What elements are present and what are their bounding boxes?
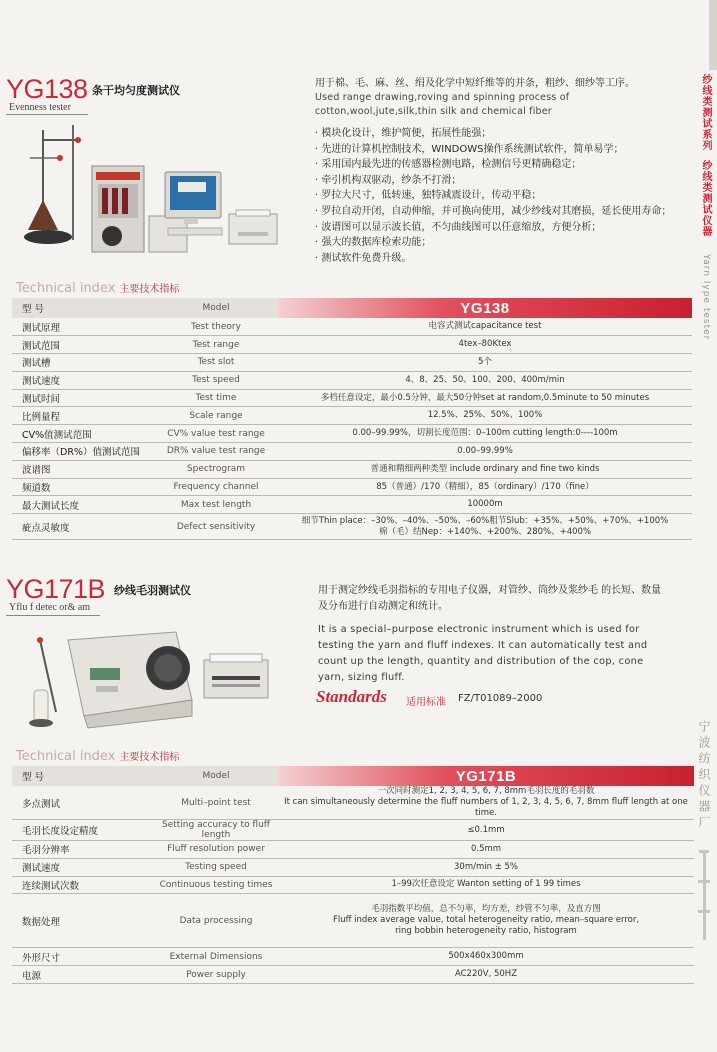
row-label-en: Fluff resolution power (154, 841, 278, 859)
yg138-intro-en-1: Used range drawing,roving and spinning process of (315, 92, 570, 103)
table-row (12, 407, 692, 425)
table-row (12, 820, 694, 841)
row-label-en: Test slot (154, 354, 278, 372)
row-value: 12.5%、25%、50%、100% (278, 407, 692, 425)
row-value: 5个 (278, 354, 692, 372)
row-label-cn: CV%值测试范围 (12, 425, 154, 443)
row-value: 毛羽指数平均值，总不匀率，均方差，纱管不匀率，及直方图 Fluff index average value, total heterogeneity ratio, mean–square error, ring bobbin heterogeneity ratio, histogram (278, 894, 694, 948)
header-model-value: YG171B (278, 766, 694, 786)
standards-label-cn: 适用标准 (406, 697, 446, 708)
header-model: Model (154, 766, 278, 786)
row-value: 85（普通）/170（精细），85（ordinary）/170（fine） (278, 478, 692, 496)
feature-item: · 罗拉自动开闭，自动伸缩，并可换向使用，减少纱线对其磨损，延长使用寿命； (315, 205, 672, 217)
row-label-en: Power supply (154, 966, 278, 984)
yg138-tech-title (16, 280, 179, 296)
feature-item: · 罗拉大尺寸，低转速，独特减震设计，传动平稳； (315, 190, 542, 202)
row-label-cn: 电源 (12, 966, 154, 984)
table-row (12, 318, 692, 336)
row-value: ≤0.1mm (278, 820, 694, 841)
row-value: 4tex–80Ktex (278, 336, 692, 354)
row-value: 10000m (278, 496, 692, 514)
table-row (12, 460, 692, 478)
row-label-en: Test speed (154, 371, 278, 389)
row-value: 电容式测试capacitance test (278, 318, 692, 336)
table-row (12, 496, 692, 514)
row-label-cn: 测试原理 (12, 318, 154, 336)
row-label-cn: 外形尺寸 (12, 948, 154, 966)
side-top-bar (709, 0, 717, 70)
table-row (12, 371, 692, 389)
row-label-en: Spectrogram (154, 460, 278, 478)
row-label-en: External Dimensions (154, 948, 278, 966)
row-value: 0.00–99.99% (278, 443, 692, 461)
row-label-en: Setting accuracy to fluff length (154, 820, 278, 841)
row-label-cn: 测试时间 (12, 389, 154, 407)
yg138-intro-cn: 用于棉、毛、麻、丝、绢及化学中短纤维等的并条，粗纱、细纱等工序。 (315, 78, 635, 89)
row-label-cn: 波谱图 (12, 460, 154, 478)
yg138-en-underline (6, 114, 88, 115)
table-row (12, 948, 694, 966)
row-label-en: Test theory (154, 318, 278, 336)
row-label-cn: 疵点灵敏度 (12, 514, 154, 540)
header-type: 型 号 (12, 298, 154, 318)
row-value: 4、8、25、50、100、200、400m/min (278, 371, 692, 389)
row-label-cn: 偏移率（DR%）值测试范围 (12, 443, 154, 461)
yg138-name-cn: 条干均匀度测试仪 (92, 84, 180, 97)
yg171b-name-cn: 纱线毛羽测试仪 (114, 584, 191, 597)
row-value: 1–99次任意设定 Wanton setting of 1 99 times (278, 876, 694, 894)
row-label-cn: 测试速度 (12, 858, 154, 876)
standards-code: FZ/T01089–2000 (458, 693, 543, 704)
feature-item: · 采用国内最先进的传感器检测电路，检测信号更精确稳定； (315, 159, 582, 171)
row-label-cn: 毛羽分辨率 (12, 841, 154, 859)
yg171b-model-title: YG171B (6, 574, 106, 604)
feature-item: · 波谱图可以显示波长值，不匀曲线图可以任意缩放，方便分析； (315, 221, 602, 233)
table-row (12, 354, 692, 372)
yg171b-intro-cn: 用于测定纱线毛羽指标的专用电子仪器，对管纱、筒纱及浆纱毛 的长短、数量及分布进行自动测定和统计。 (318, 585, 662, 612)
tech-title-cn: 主要技术指标 (119, 752, 180, 763)
row-label-cn: 测试范围 (12, 336, 154, 354)
yg171b-intro-en: It is a special–purpose electronic instrument which is used for testing the yarn and fluff indexes. It can automatically test and count up the length, quantity and distribution of the cop, cone yarn, sizing fluff. (318, 624, 648, 683)
side-series-label-2: 纱线类测试仪器 (700, 160, 711, 237)
row-label-en: Test range (154, 336, 278, 354)
side-company: 宁波纺织仪器厂 (697, 720, 711, 832)
yg138-product-photo (18, 120, 298, 260)
tech-title-en: Technical index (16, 749, 116, 764)
row-label-cn: 连续测试次数 (12, 876, 154, 894)
feature-item: · 强大的数据库检索功能； (315, 237, 432, 249)
table-row (12, 425, 692, 443)
yg138-intro (315, 77, 685, 119)
row-label-cn: 最大测试长度 (12, 496, 154, 514)
row-label-en: Multi–point test (154, 786, 278, 820)
row-value: 普通和精细两种类型 include ordinary and fine two kinds (278, 460, 692, 478)
header-model: Model (154, 298, 278, 318)
table-row (12, 389, 692, 407)
row-label-en: CV% value test range (154, 425, 278, 443)
row-label-en: Test time (154, 389, 278, 407)
row-label-en: DR% value test range (154, 443, 278, 461)
row-label-en: Defect sensitivity (154, 514, 278, 540)
yg171b-en-underline (6, 615, 100, 616)
row-label-cn: 测试槽 (12, 354, 154, 372)
row-label-cn: 测试速度 (12, 371, 154, 389)
row-value: 细节Thin place：–30%、–40%、–50%、–60%粗节Slub：+35%、+50%、+70%、+100% 棉（毛）结Nep：+140%、+200%、280%、+400% (278, 514, 692, 540)
table-row (12, 841, 694, 859)
table-row (12, 786, 694, 820)
table-row (12, 514, 692, 540)
yg138-intro-en-2: cotton,wool,jute,silk,thin silk and chemical fiber (315, 106, 552, 117)
yg138-name-en: Evenness tester (9, 102, 71, 113)
tech-title-cn: 主要技术指标 (119, 284, 180, 295)
table-row (12, 858, 694, 876)
row-label-cn: 频道数 (12, 478, 154, 496)
yg138-model-title: YG138 (6, 74, 88, 104)
row-value: 0.5mm (278, 841, 694, 859)
side-rail (691, 0, 717, 1052)
row-label-cn: 数据处理 (12, 894, 154, 948)
row-label-en: Scale range (154, 407, 278, 425)
row-label-cn: 毛羽长度设定精度 (12, 820, 154, 841)
header-model-value: YG138 (278, 298, 692, 318)
table-row (12, 478, 692, 496)
row-label-en: Frequency channel (154, 478, 278, 496)
table-row (12, 336, 692, 354)
yg171b-name-en: Yflu f detec or& am (9, 602, 91, 613)
side-series-label: 纱线类测试系列 (700, 74, 711, 151)
table-header-row (12, 766, 694, 786)
yg171b-product-photo (26, 620, 296, 732)
table-row (12, 876, 694, 894)
row-value: 30m/min ± 5% (278, 858, 694, 876)
table-row (12, 894, 694, 948)
yg171b-tech-title (16, 748, 179, 764)
yg171b-spec-table (12, 766, 694, 984)
row-label-en: Max test length (154, 496, 278, 514)
table-row (12, 966, 694, 984)
row-label-cn: 多点测试 (12, 786, 154, 820)
row-label-cn: 比例量程 (12, 407, 154, 425)
feature-item: · 先进的计算机控制技术，WINDOWS操作系统测试软件，简单易学； (315, 143, 624, 155)
table-header-row (12, 298, 692, 318)
yg138-feature-list (315, 126, 675, 266)
row-value: 0.00–99.99%，切割长度范围：0–100m cutting length:0----100m (278, 425, 692, 443)
feature-item: · 牵引机构双驱动，纱条不打滑； (315, 174, 462, 186)
side-deco-mark (697, 850, 711, 940)
row-label-en: Continuous testing times (154, 876, 278, 894)
side-series-en: Yarn lype tester (701, 254, 711, 341)
row-label-en: Testing speed (154, 858, 278, 876)
row-value: AC220V, 50HZ (278, 966, 694, 984)
feature-item: · 模块化设计，维护简便，拓展性能强； (315, 128, 492, 139)
row-value: 500x460x300mm (278, 948, 694, 966)
standards-label: Standards (316, 687, 387, 706)
row-value: 多档任意设定，最小0.5分钟，最大50分钟set at random,0.5minute to 50 minutes (278, 389, 692, 407)
tech-title-en: Technical index (16, 281, 116, 296)
feature-item: · 测试软件免费升级。 (315, 252, 412, 264)
yg138-spec-table (12, 298, 692, 540)
row-label-en: Data processing (154, 894, 278, 948)
header-type: 型 号 (12, 766, 154, 786)
row-value: 一次同时测定1, 2, 3, 4, 5, 6, 7, 8mm毛羽长度的毛羽数 It can simultaneously determine the fluff numbers of 1, 2, 3, 4, 5, 6, 7, 8mm fluff length at one time. (278, 786, 694, 820)
table-row (12, 443, 692, 461)
